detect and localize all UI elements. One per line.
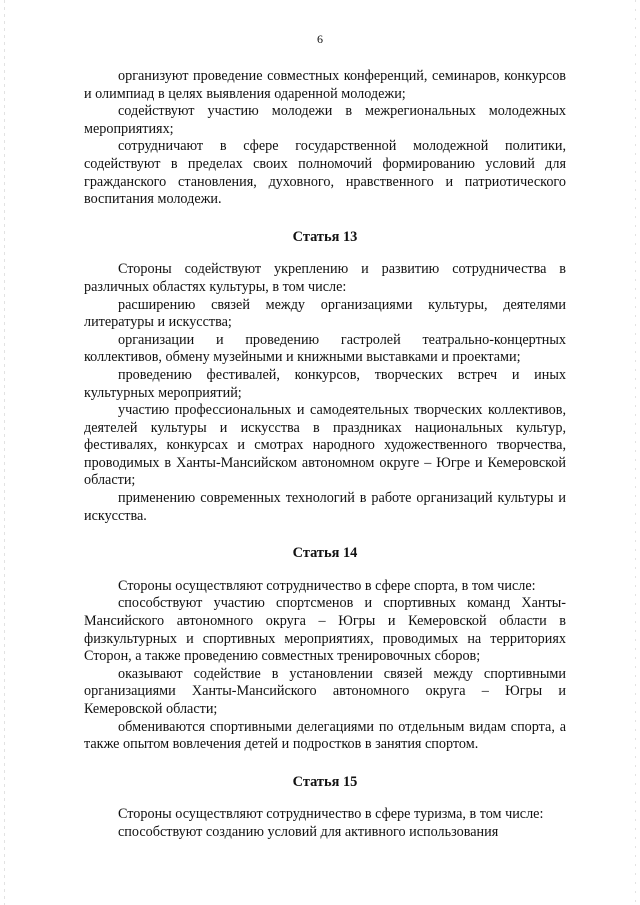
paragraph: способствуют участию спортсменов и спортивных команд Ханты-Мансийского автономного округа – Югры и Кемеровской области в физкультурных и спортивных мероприятиях, проводимых на территориях Сторон, а также проведению совместных тренировочных сборов; (84, 595, 566, 665)
article-heading: Статья 15 (292, 773, 358, 790)
paragraph: участию профессиональных и самодеятельных творческих коллективов, деятелей культуры и искусства в праздниках национальных культур, фестивалях, конкурсах и смотрах народного художественного творчества, проводимых в Ханты-Мансийском автономном округе – Югре и Кемеровской области; (84, 402, 566, 489)
paragraph: Стороны осуществляют сотрудничество в сфере спорта, в том числе: (118, 577, 536, 594)
paragraph: оказывают содействие в установлении связей между спортивными организациями Ханты-Мансийского автономного округа – Югры и Кемеровской области; (84, 665, 566, 717)
paragraph: способствуют созданию условий для активного использования (118, 823, 499, 840)
paragraph: сотрудничают в сфере государственной молодежной политики, содействуют в пределах своих полномочий формированию условий для гражданского становления, духовного, нравственного и патриотического воспитания молодежи. (84, 138, 566, 208)
scan-edge-right (635, 0, 636, 905)
paragraph: обмениваются спортивными делегациями по отдельным видам спорта, а также опытом вовлечения детей и подростков в занятия спортом. (84, 718, 566, 753)
page-number: 6 (317, 32, 323, 46)
paragraph: Стороны содействуют укреплению и развитию сотрудничества в различных областях культуры, в том числе: (84, 261, 566, 295)
paragraph: проведению фестивалей, конкурсов, творческих встреч и иных культурных мероприятий; (84, 366, 566, 401)
article-heading: Статья 13 (292, 228, 358, 245)
paragraph: Стороны осуществляют сотрудничество в сфере туризма, в том числе: (118, 806, 544, 823)
paragraph: расширению связей между организациями культуры, деятелями литературы и искусства; (84, 296, 566, 331)
paragraph: содействуют участию молодежи в межрегиональных молодежных мероприятиях; (84, 103, 566, 137)
article-heading: Статья 14 (292, 545, 358, 562)
document-body (84, 68, 566, 842)
scan-edge-left (4, 0, 5, 905)
paragraph: организуют проведение совместных конференций, семинаров, конкурсов и олимпиад в целях выявления одаренной молодежи; (84, 68, 566, 102)
paragraph: применению современных технологий в работе организаций культуры и искусства. (84, 490, 566, 524)
paragraph: организации и проведению гастролей театрально-концертных коллективов, обмену музейными и книжными выставками и проектами; (84, 331, 566, 366)
